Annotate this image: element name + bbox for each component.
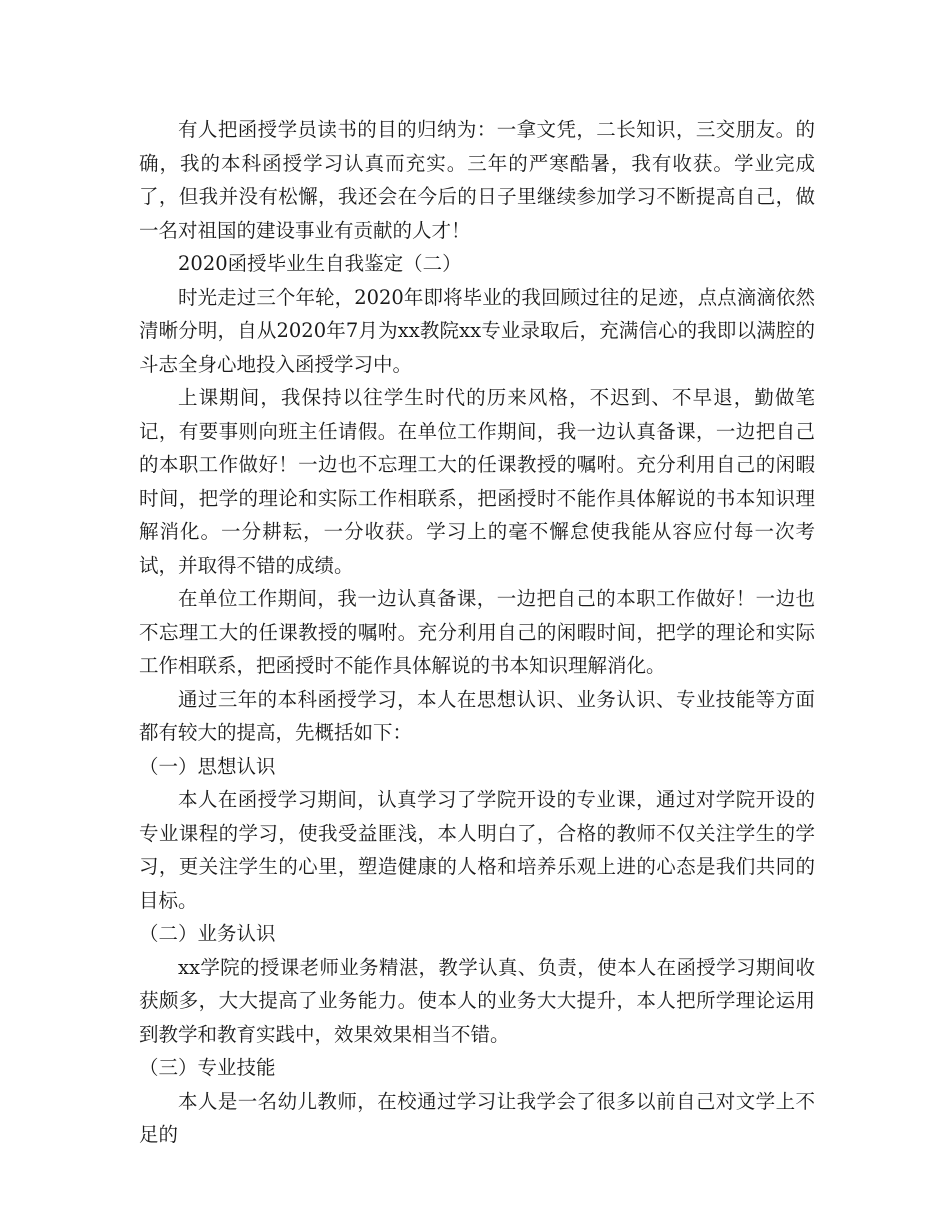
paragraph: 通过三年的本科函授学习，本人在思想认识、业务认识、专业技能等方面都有较大的提高，先概括如下： xyxy=(139,687,815,744)
section-heading: 2020函授毕业生自我鉴定（二） xyxy=(178,252,462,275)
subheading-skills: （三）专业技能 xyxy=(139,1056,276,1079)
subheading-thought: （一）思想认识 xyxy=(139,754,276,778)
subheading-business: （二）业务认识 xyxy=(139,922,276,945)
paragraph-intro: 有人把函授学员读书的目的归纳为：一拿文凭，二长知识，三交朋友。的确，我的本科函授学习认真而充实。三年的严寒酷暑，我有收获。学业完成了，但我并没有松懈，我还会在今后的日子里继续参加学习不断提高自己，做一名对祖国的建设事业有贡献的人才！ xyxy=(139,118,815,242)
paragraph: xx学院的授课老师业务精湛，教学认真、负责，使本人在函授学习期间收获颇多，大大提高了业务能力。使本人的业务大大提升，本人把所学理论运用到教学和教育实践中，效果效果相当不错。 xyxy=(139,955,815,1046)
paragraph: 在单位工作期间，我一边认真备课，一边把自己的本职工作做好！一边也不忘理工大的任课教授的嘱咐。充分利用自己的闲暇时间，把学的理论和实际工作相联系，把函授时不能作具体解说的书本知识理解消化。 xyxy=(139,587,815,677)
paragraph: 时光走过三个年轮，2020年即将毕业的我回顾过往的足迹，点点滴滴依然清晰分明，自从2020年7月为xx教院xx专业录取后，充满信心的我即以满腔的斗志全身心地投入函授学习中。 xyxy=(139,285,815,376)
paragraph: 本人在函授学习期间，认真学习了学院开设的专业课，通过对学院开设的专业课程的学习，使我受益匪浅，本人明白了，合格的教师不仅关注学生的学习，更关注学生的心里，塑造健康的人格和培养乐观上进的心态是我们共同的目标。 xyxy=(139,788,815,912)
document-body xyxy=(139,113,815,1152)
paragraph: 本人是一名幼儿教师，在校通过学习让我学会了很多以前自己对文学上不足的 xyxy=(139,1089,815,1146)
paragraph: 上课期间，我保持以往学生时代的历来风格，不迟到、不早退，勤做笔记，有要事则向班主任请假。在单位工作期间，我一边认真备课，一边把自己的本职工作做好！一边也不忘理工大的任课教授的嘱咐。充分利用自己的闲暇时间，把学的理论和实际工作相联系，把函授时不能作具体解说的书本知识理解消化。一分耕耘，一分收获。学习上的毫不懈怠使我能从容应付每一次考试，并取得不错的成绩。 xyxy=(139,386,815,577)
